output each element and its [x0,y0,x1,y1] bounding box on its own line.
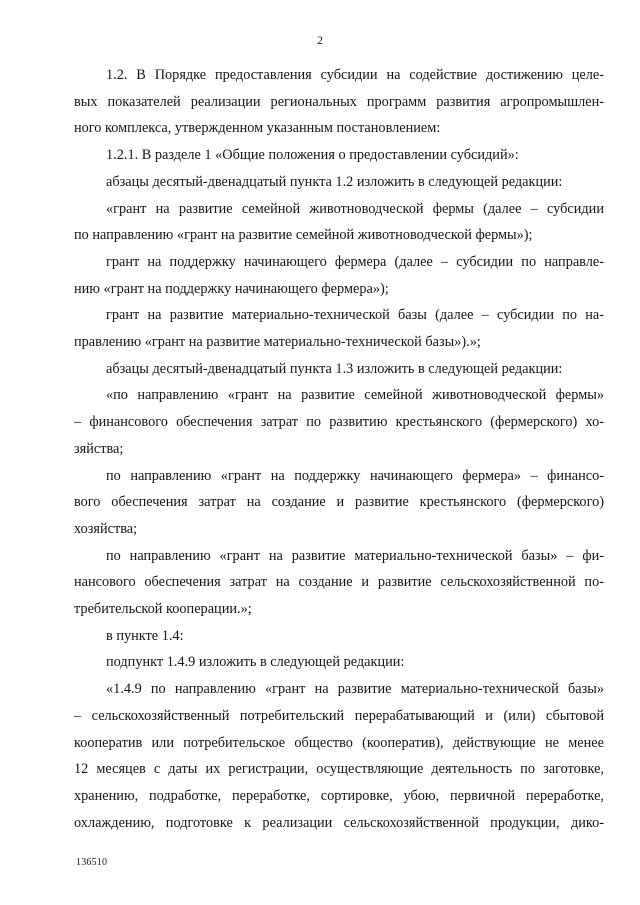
text-line: 12 месяцев с даты их регистрации, осуществляющие деятельность по заготовке, [74,761,604,778]
text-line: по направлению «грант на поддержку начинающего фермера» – финансо- [106,467,604,484]
page-number: 2 [317,33,323,47]
text-line: «по направлению «грант на развитие семейной животноводческой фермы» [106,387,604,404]
text-line: правлению «грант на развитие материально-технической базы»).»; [74,334,481,351]
text-line: грант на развитие материально-технической базы (далее – субсидии по на- [106,307,604,324]
text-line: кооператив или потребительское общество (кооператив), действующие не менее [74,734,604,751]
text-line: грант на поддержку начинающего фермера (далее – субсидии по направле- [106,253,604,270]
text-line: – сельскохозяйственный потребительский перерабатывающий и (или) сбытовой [74,707,604,724]
text-line: вых показателей реализации региональных программ развития агропромышлен- [74,93,604,110]
text-line: требительской кооперации.»; [74,601,252,618]
text-line: «грант на развитие семейной животноводческой фермы (далее – субсидии [106,200,604,217]
text-line: охлаждению, подготовке к реализации сельскохозяйственной продукции, дико- [74,814,604,831]
text-line: в пункте 1.4: [106,627,184,644]
text-line: абзацы десятый-двенадцатый пункта 1.3 изложить в следующей редакции: [106,360,563,377]
text-line: хозяйства; [74,520,138,537]
text-line: вого обеспечения затрат на создание и развитие крестьянского (фермерского) [74,494,604,511]
text-line: подпункт 1.4.9 изложить в следующей редакции: [106,654,405,671]
footer-code: 136510 [76,857,108,868]
text-line: зяйства; [74,440,124,457]
text-line: по направлению «грант на развитие материально-технической базы» – фи- [106,547,604,564]
text-line: «1.4.9 по направлению «грант на развитие материально-технической базы» [106,681,604,698]
text-line: по направлению «грант на развитие семейной животноводческой фермы»); [74,227,533,244]
text-line: 1.2.1. В разделе 1 «Общие положения о предоставлении субсидий»: [106,147,519,164]
text-line: абзацы десятый-двенадцатый пункта 1.2 изложить в следующей редакции: [106,173,563,190]
text-line: – финансового обеспечения затрат по развитию крестьянского (фермерского) хо- [74,414,604,431]
text-line: хранению, подработке, переработке, сортировке, убою, первичной переработке, [74,787,604,804]
text-line: ного комплекса, утвержденном указанным постановлением: [74,120,441,137]
document-body [74,62,604,836]
text-line: нансового обеспечения затрат на создание и развитие сельскохозяйственной по- [74,574,604,591]
text-line: 1.2. В Порядке предоставления субсидии на содействие достижению целе- [106,67,604,83]
text-line: нию «грант на поддержку начинающего фермера»); [74,280,389,297]
